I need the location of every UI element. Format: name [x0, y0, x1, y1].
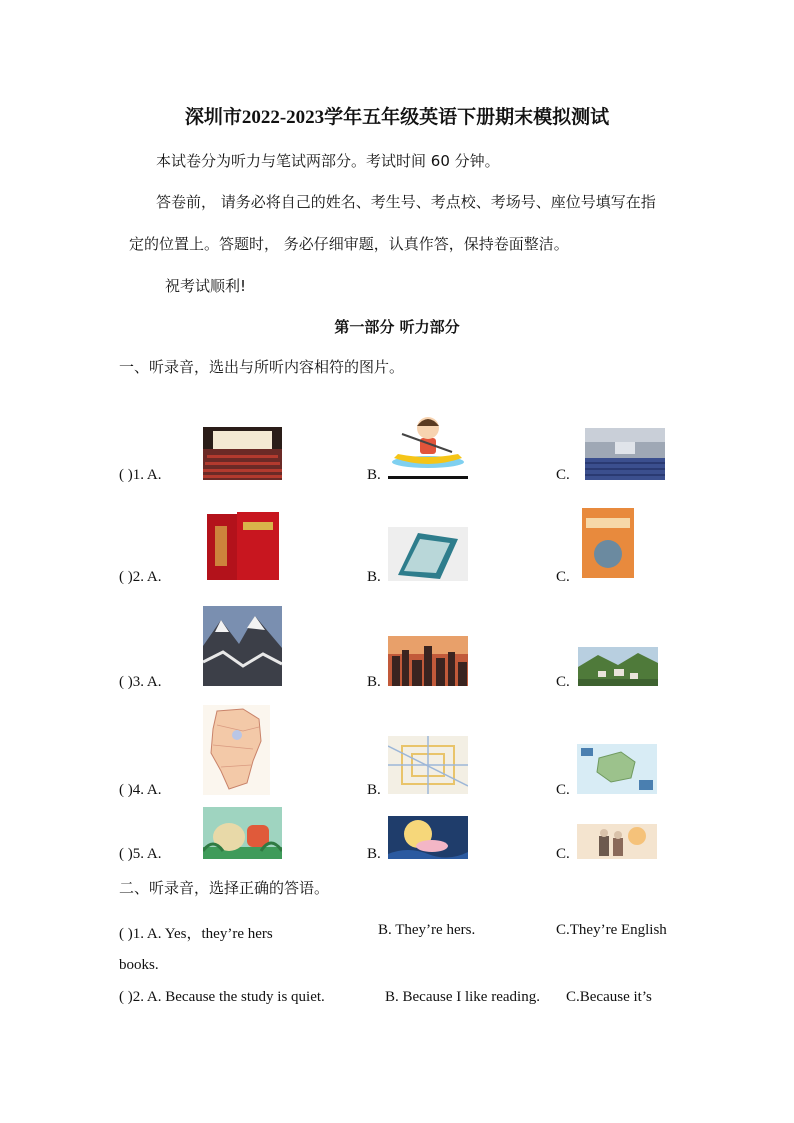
- province-map-picture: [203, 705, 270, 795]
- elderly-couple-picture: [577, 824, 657, 859]
- city-road-map-picture: [388, 736, 468, 794]
- option-c-label: C.: [556, 467, 570, 483]
- question-label: ( )3. A.: [119, 674, 162, 690]
- option-c-text: C.Because it’s: [566, 989, 652, 1005]
- option-b-label: B.: [367, 467, 381, 483]
- red-dictionary-picture: [203, 508, 282, 582]
- option-c-label: C.: [556, 846, 570, 862]
- city-skyline-picture: [388, 636, 468, 686]
- magazine-picture: [388, 527, 468, 581]
- option-b-text: B. They’re hers.: [378, 922, 476, 938]
- empty-auditorium-picture: [585, 428, 665, 480]
- mid-autumn-moon-picture: [388, 816, 468, 859]
- countryside-village-picture: [578, 647, 658, 686]
- question-label: ( )4. A.: [119, 782, 162, 798]
- option-c-label: C.: [556, 674, 570, 690]
- option-c-continuation: books.: [119, 957, 159, 973]
- title-prefix: 深圳市: [184, 106, 242, 128]
- option-b-label: B.: [367, 782, 381, 798]
- intro-line-3: 定的位置上。答题时， 务必仔细审题，认真作答，保持卷面整洁。: [129, 235, 569, 253]
- section-one-heading: 一、听录音，选出与所听内容相符的图片。: [119, 358, 405, 376]
- snowy-mountains-picture: [203, 606, 282, 686]
- option-b-label: B.: [367, 846, 381, 862]
- title-suffix: 学年五年级英语下册期末模拟测试: [324, 106, 610, 128]
- part-one-heading: 第一部分 听力部分: [334, 318, 460, 336]
- question-label: ( )1. A. Yes，they’re hers: [119, 926, 273, 942]
- page-title: [0, 102, 794, 129]
- option-c-text: C.They’re English: [556, 922, 667, 938]
- theater-hall-picture: [203, 427, 282, 480]
- option-b-label: B.: [367, 569, 381, 585]
- title-year: 2022-2023: [241, 107, 325, 128]
- section-two-heading: 二、听录音，选择正确的答语。: [119, 879, 330, 897]
- question-label: ( )5. A.: [119, 846, 162, 862]
- option-b-label: B.: [367, 674, 381, 690]
- option-c-label: C.: [556, 569, 570, 585]
- question-label: ( )2. A. Because the study is quiet.: [119, 989, 325, 1005]
- rice-dumpling-cartoon-picture: [203, 807, 282, 859]
- island-map-picture: [577, 744, 657, 794]
- kayak-boy-picture: [388, 408, 468, 480]
- intro-line-2: 答卷前， 请务必将自己的姓名、考生号、考点校、考场号、座位号填写在指: [156, 193, 656, 211]
- option-b-text: B. Because I like reading.: [385, 989, 540, 1005]
- option-c-label: C.: [556, 782, 570, 798]
- question-label: ( )1. A.: [119, 467, 162, 483]
- intro-line-1: 本试卷分为听力与笔试两部分。考试时间 60 分钟。: [156, 152, 500, 170]
- question-label: ( )2. A.: [119, 569, 162, 585]
- good-luck-line: 祝考试顺利!: [165, 277, 247, 295]
- storybook-picture: [580, 506, 656, 582]
